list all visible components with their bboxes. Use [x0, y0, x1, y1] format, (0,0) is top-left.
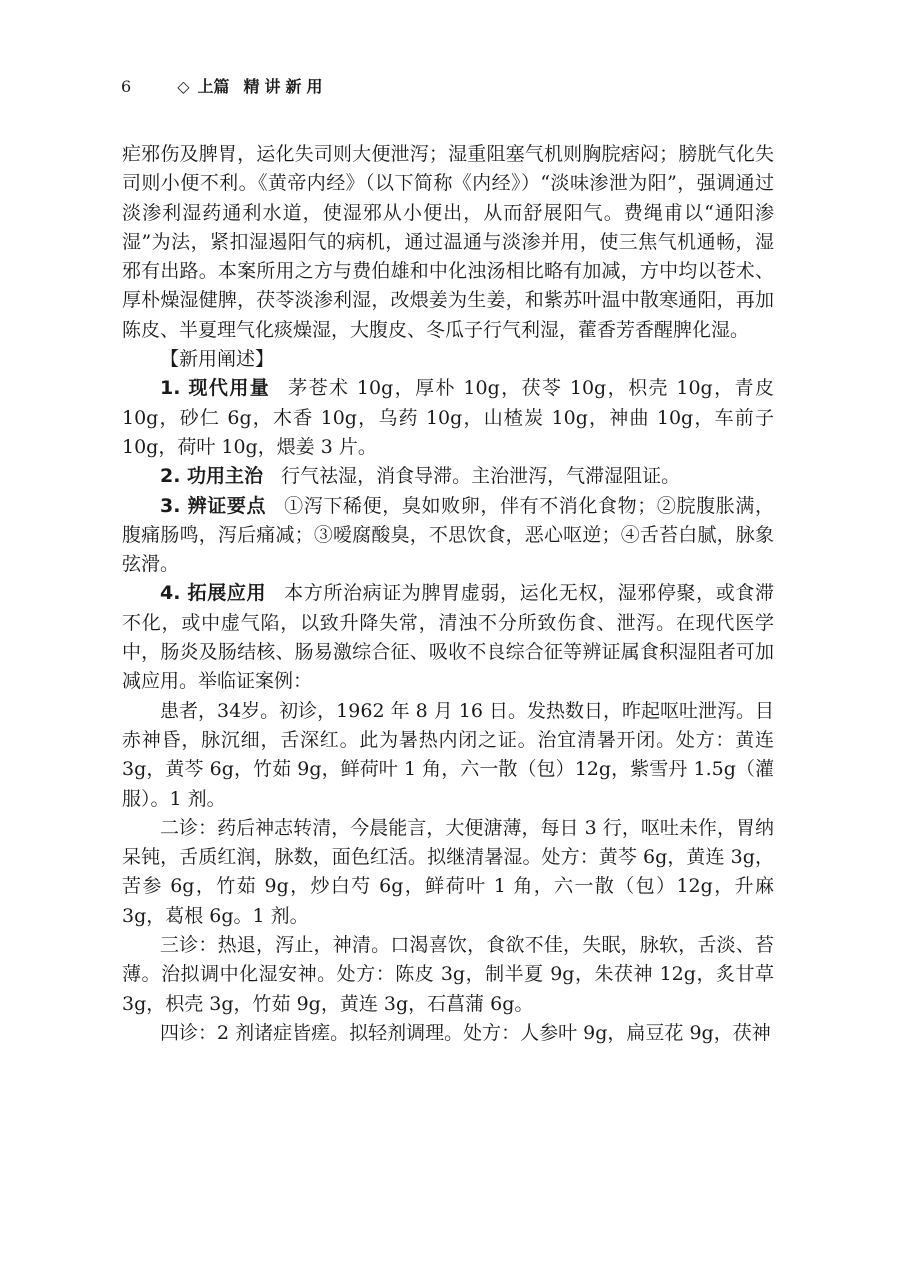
page-number: 6: [121, 77, 132, 96]
item-label: 4. 拓展应用: [160, 582, 267, 605]
item-label: 3. 辨证要点: [160, 494, 267, 517]
item-diagnosis-points: [122, 492, 774, 580]
case-third-visit: 三诊：热退，泻止，神清。口渴喜饮，食欲不佳，失眠，脉软，舌淡、苔薄。治拟调中化湿安神。处方：陈皮 3g，制半夏 9g，朱茯神 12g，炙甘草 3g，枳壳 3g，竹茹 9g，黄连 3g，石菖蒲 6g。: [122, 934, 774, 1015]
item-text: 本方所治病证为脾胃虚弱，运化无权，湿邪停聚，或食滞不化，或中虚气陷，以致升降失常，清浊不分所致伤食、泄泻。在现代医学中，肠炎及肠结核、肠易激综合征、吸收不良综合征等辨证属食积湿阻者可加减应用。举临证案例：: [122, 582, 774, 693]
section-heading: 【新用阐述】: [160, 348, 275, 371]
body-text: [122, 140, 774, 1048]
case-second-visit: 二诊：药后神志转清，今晨能言，大便溏薄，每日 3 行，呕吐未作，胃纳呆钝，舌质红润，脉数，面色红活。拟继清暑湿。处方：黄芩 6g，黄连 3g，苦参 6g，竹茹 9g，炒白芍 6g，鲜荷叶 1 角，六一散（包）12g，升麻 3g，葛根 6g。1 剂。: [122, 816, 774, 927]
item-label: 1. 现代用量: [160, 377, 271, 400]
section-subtitle: 精讲新用: [243, 77, 328, 96]
item-text: ①泻下稀便，臭如败卵，伴有不消化食物；②脘腹胀满，腹痛肠鸣，泻后痛减；③嗳腐酸臭，不思饮食，恶心呕逆；④舌苔白腻，脉象弦滑。: [122, 494, 774, 576]
section-name: 上篇: [197, 77, 230, 96]
paragraph-analysis: 疟邪伤及脾胃，运化失司则大便泄泻；湿重阻塞气机则胸脘痞闷；膀胱气化失司则小便不利。《黄帝内经》（以下简称《内经》）“淡味渗泄为阳”，强调通过淡渗利湿药通利水道，使湿邪从小便出，从而舒展阳气。费绳甫以“通阳渗湿”为法，紧扣湿遏阳气的病机，通过温通与淡渗并用，使三焦气机通畅，湿邪有出路。本案所用之方与费伯雄和中化浊汤相比略有加减，方中均以苍术、厚朴燥湿健脾，茯苓淡渗利湿，改煨姜为生姜，和紫苏叶温中散寒通阳，再加陈皮、半夏理气化痰燥湿，大腹皮、冬瓜子行气利湿，藿香芳香醒脾化湿。: [122, 143, 774, 341]
case-fourth-visit: 四诊：2 剂诸症皆瘥。拟轻剂调理。处方：人参叶 9g，扁豆花 9g，茯神: [160, 1021, 771, 1044]
running-header: [121, 74, 328, 97]
item-text: 茅苍术 10g，厚朴 10g，茯苓 10g，枳壳 10g，青皮 10g，砂仁 6g，木香 10g，乌药 10g，山楂炭 10g，神曲 10g，车前子 10g，荷叶 10g，煨姜 3 片。: [122, 377, 774, 458]
item-modern-dosage: [122, 374, 774, 462]
item-text: 行气祛湿，消食导滞。主治泄泻，气滞湿阻证。: [281, 465, 681, 488]
diamond-icon: ◇: [177, 77, 190, 96]
item-functions: [122, 462, 774, 491]
case-first-visit: 患者，34岁。初诊，1962 年 8 月 16 日。发热数日，昨起呕吐泄泻。目赤神昏，脉沉细，舌深红。此为暑热内闭之证。治宜清暑开闭。处方：黄连 3g，黄芩 6g，竹茹 9g，鲜荷叶 1 角，六一散（包）12g，紫雪丹 1.5g（灌服）。1 剂。: [122, 699, 774, 810]
item-extended-application: [122, 579, 774, 696]
item-label: 2. 功用主治: [160, 465, 264, 488]
